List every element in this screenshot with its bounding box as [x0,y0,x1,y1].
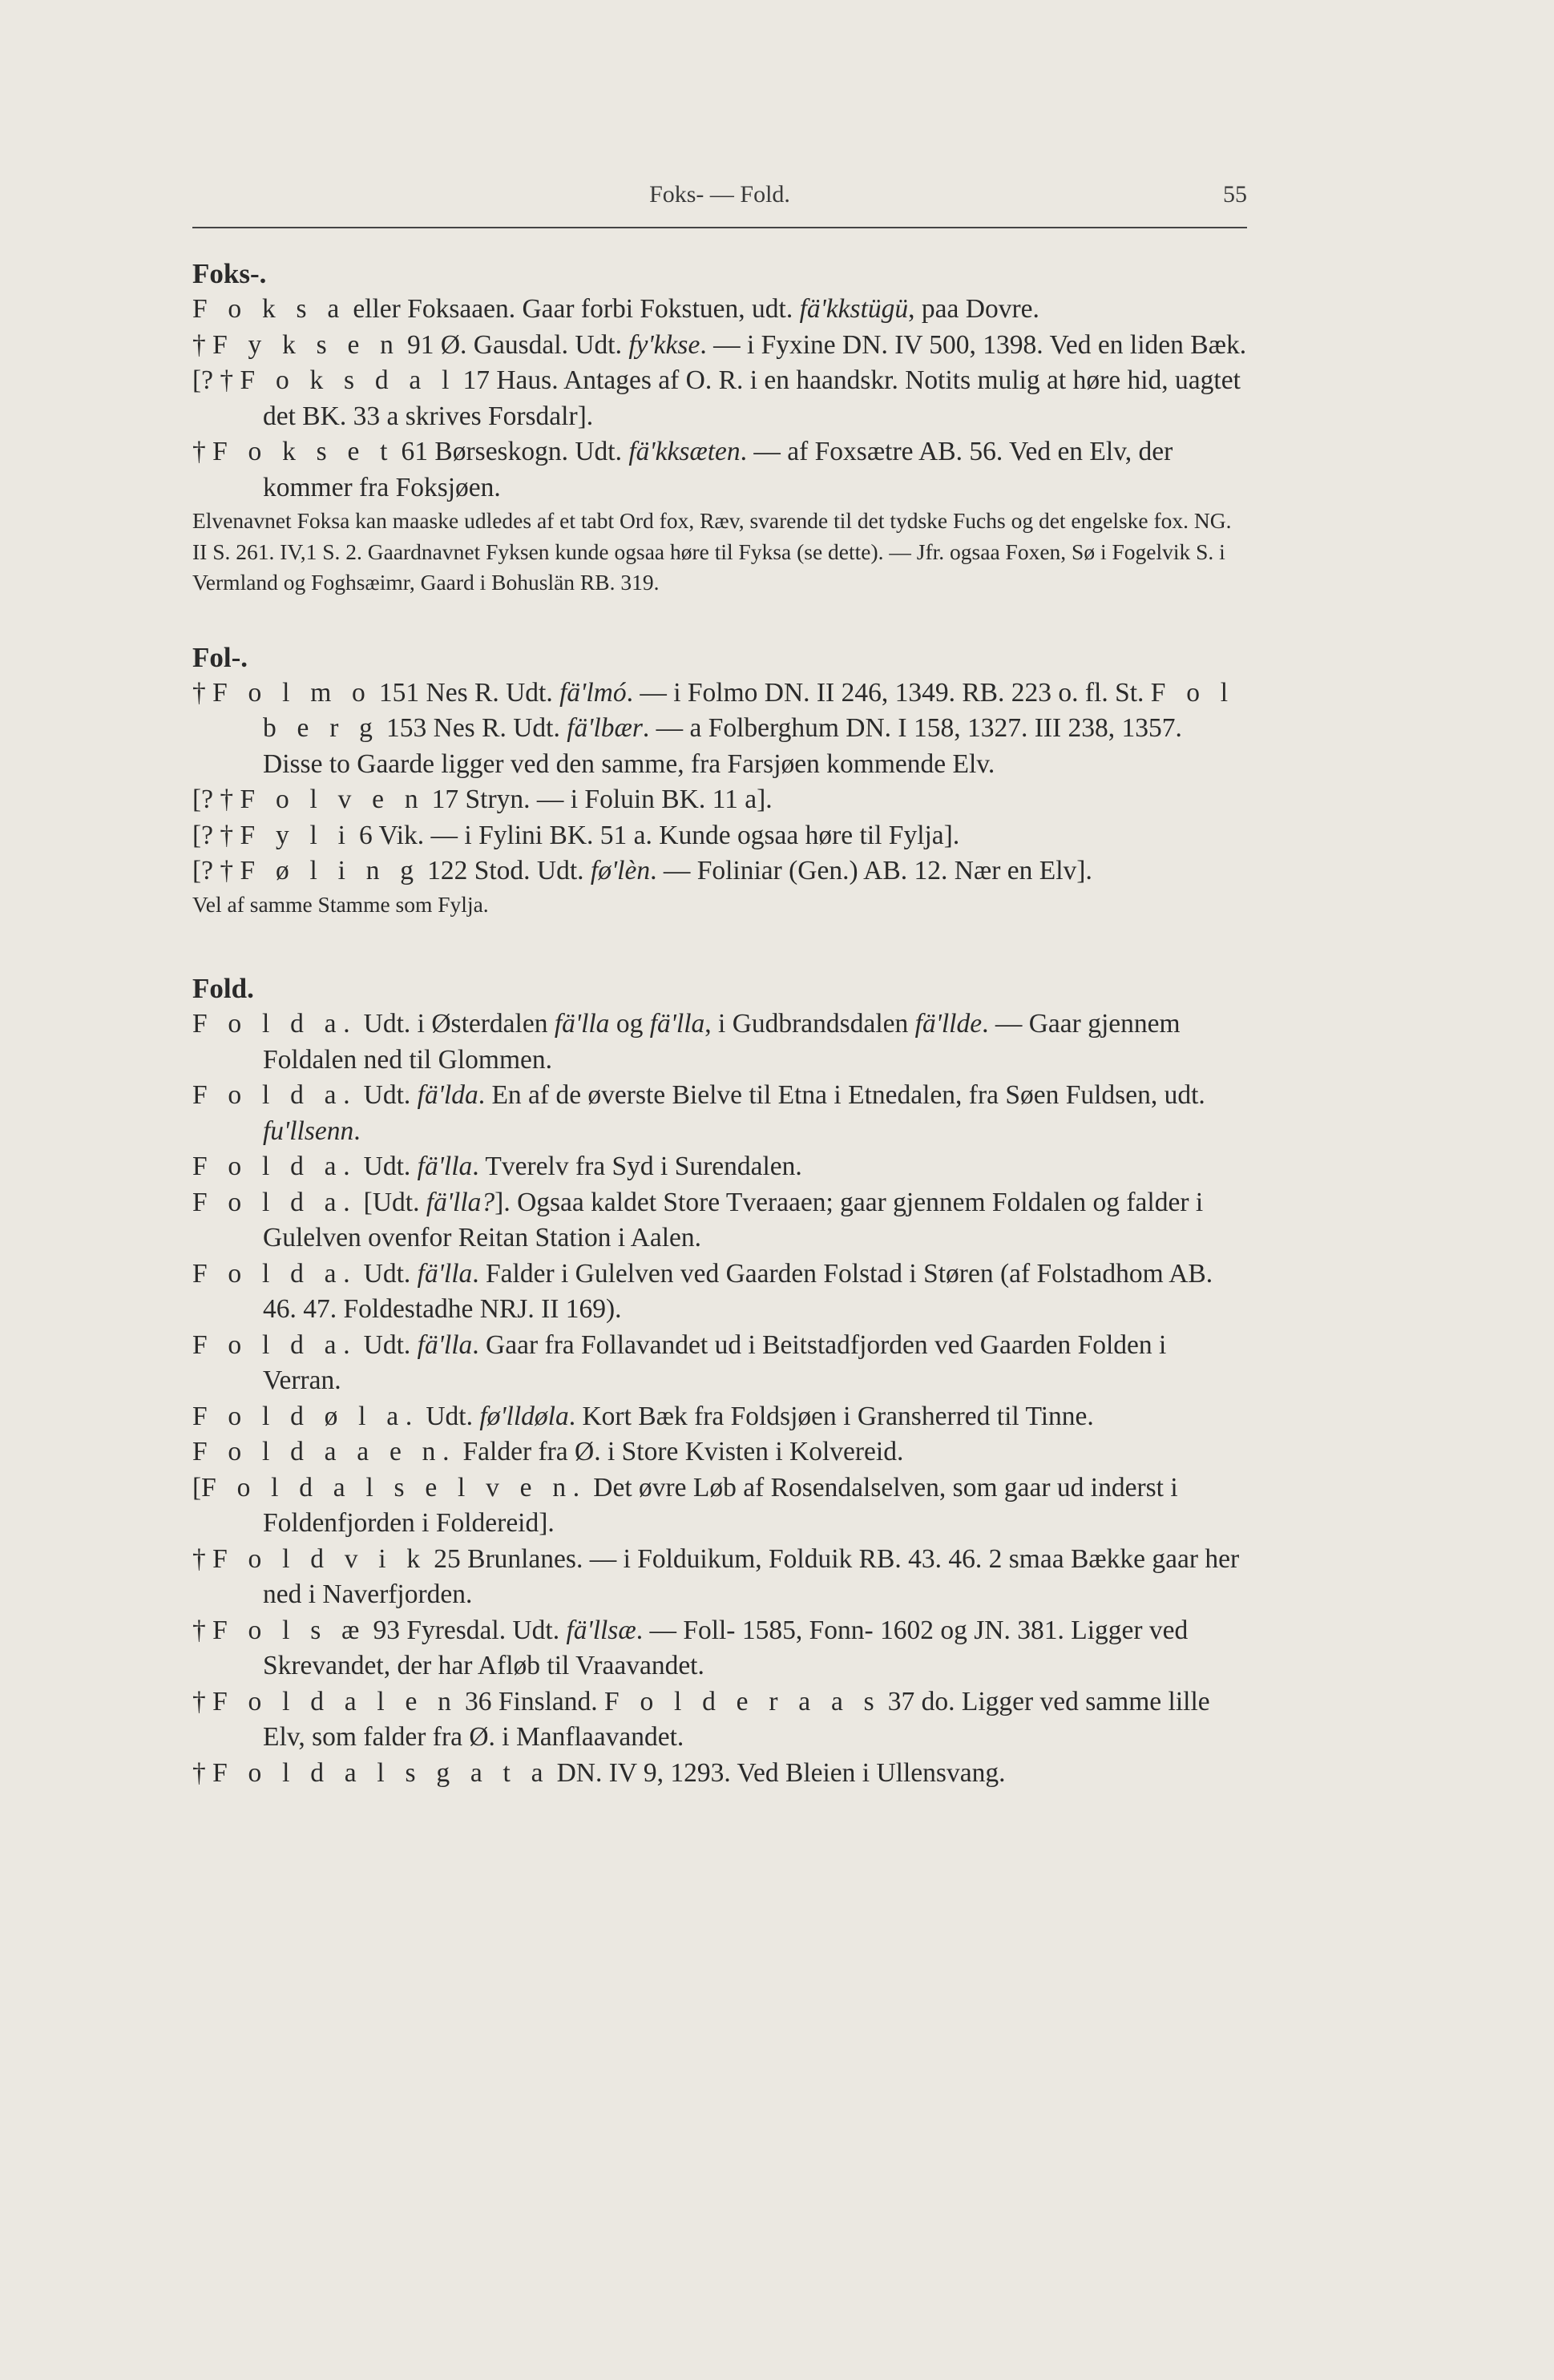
entry-text: 61 Børseskogn. Udt. [394,437,629,466]
entry-text: 122 Stod. Udt. [420,856,591,885]
entry [192,1149,1247,1185]
section [192,256,1247,599]
entry [192,1078,1247,1149]
entry-text: . — af Foxsætre AB. 56. Ved en Elv, der kommer fra Foksjøen. [263,437,1173,502]
headword: F o l d a l s e l v e n. [201,1472,587,1503]
entry-text: . — Gaar gjennem Foldalen ned til Glommen. [263,1009,1181,1075]
headword: F o l d a l s g a t a [212,1757,551,1788]
entry [192,434,1247,506]
section [192,971,1247,1791]
entry [192,1470,1247,1542]
entry-text: [Udt. [357,1187,426,1217]
entry-text: [? † [192,856,240,885]
entry-text: Udt. [357,1329,418,1360]
pronunciation: fä'lla [417,1152,473,1181]
section-heading: Fol-. [192,641,248,673]
pronunciation: fä'lbær [567,713,643,743]
section-heading: Fold. [192,973,254,1004]
entry [192,676,1247,783]
entry-text: Udt. i Østerdalen [357,1009,555,1039]
entry-text: ]. Ogsaa kaldet Store Tveraaen; gaar gjennem Foldalen og falder i Gulelven ovenfor Reitan Station i Aalen. [263,1187,1204,1253]
pronunciation: fä'kksæten [628,437,741,466]
headword: F o k s d a l [240,365,457,395]
entry [192,328,1247,364]
header-rule [192,227,1247,228]
entry-text: 17 Stryn. — i Foluin BK. 11 a]. [425,785,773,814]
headword: F o l d a. [192,1258,357,1289]
entry-text: 25 Brunlanes. — i Folduikum, Folduik RB. 43. 46. 2 smaa Bække gaar her ned i Naverfjorden. [263,1543,1240,1609]
entry-text: [? † [192,820,240,850]
entry-text: . Kort Bæk fra Foldsjøen i Gransherred til Tinne. [568,1401,1094,1431]
entry-text: † [192,1543,213,1574]
page-number: 55 [1223,181,1247,208]
headword: F o k s a [192,294,346,324]
headword: F o l d a. [192,1187,357,1217]
headword: F o l d a. [192,1080,357,1110]
entry-text: 37 do. Ligger ved samme lille Elv, som falder fra Ø. i Manflaavandet. [263,1686,1210,1752]
pronunciation: fä'llsæ [566,1615,636,1645]
entry-text: . — Foliniar (Gen.) AB. 12. Nær en Elv]. [650,856,1092,885]
entry [192,782,1247,818]
pronunciation: fy'kkse [628,329,700,360]
headword: F o l d a. [192,1329,357,1360]
entry-text: [? † [192,785,240,814]
entry-text: 91 Ø. Gausdal. Udt. [400,329,629,360]
entry-text: Udt. [357,1258,418,1289]
entry-text: . — i Fyxine DN. IV 500, 1398. Ved en liden Bæk. [700,329,1247,360]
headword: F o l s æ [212,1615,367,1645]
entry [192,1185,1247,1257]
entry [192,1399,1247,1435]
entry [192,818,1247,854]
headword: F o l d a. [192,1152,357,1181]
entry-text: 153 Nes R. Udt. [379,713,567,743]
section-note: Vel af samme Stamme som Fylja. [192,891,489,917]
pronunciation: fä'lla [417,1329,473,1360]
section [192,640,1247,921]
headword: F ø l i n g [240,856,421,885]
entry-text: . Falder i Gulelven ved Gaarden Folstad i Støren (af Folstadhom AB. 46. 47. Foldestadhe NRJ. II 169). [263,1258,1213,1324]
entry-text: , i Gudbrandsdalen [704,1009,915,1039]
headword: F o l d a a e n. [192,1437,457,1466]
entry-text: 151 Nes R. Udt. [372,677,560,708]
headword: F o l d v i k [212,1543,427,1574]
entry [192,292,1247,328]
pronunciation: fä'lla [649,1009,705,1039]
entry-text: † [192,677,213,708]
headword: F o l d a l e n [212,1686,458,1716]
entry-text: † [192,1615,213,1645]
entry-text: [ [192,1472,202,1503]
entry-text: † [192,329,213,360]
pronunciation: fu'llsenn [263,1115,354,1146]
entry-text: , paa Dovre. [908,294,1039,324]
section-gap [192,599,1247,640]
section-heading: Foks-. [192,258,267,289]
entry-text: . — a Folberghum DN. I 158, 1327. III 238, 1357. Disse to Gaarde ligger ved den samme, fra Farsjøen kommende Elv. [263,713,1182,779]
headword: F o l d e r a a s [604,1686,882,1716]
entry-text: . [353,1115,361,1146]
entry [192,1756,1247,1792]
entry [192,1328,1247,1399]
pronunciation: fä'lda [417,1080,478,1110]
entry-text: og [609,1009,650,1039]
pronunciation: fä'llde [914,1009,983,1039]
headword: F o l d ø l a. [192,1401,419,1431]
pronunciation: fä'lla [554,1009,610,1039]
headword: F y k s e n [212,329,401,360]
entry-text: eller Foksaaen. Gaar forbi Fokstuen, udt. [345,294,800,324]
entry [192,1006,1247,1078]
entry [192,1684,1247,1756]
pronunciation: fä'kkstügü [799,294,909,324]
entry [192,1434,1247,1470]
headword: F o l b e r g [263,677,1235,743]
entry-text: 6 Vik. — i Fylini BK. 51 a. Kunde ogsaa høre til Fylja]. [352,820,960,850]
headword: F o l v e n [240,785,426,814]
pronunciation: fä'lla? [426,1187,495,1217]
entry-text: [? † [192,365,240,395]
entry-text: Udt. [357,1152,418,1181]
section-gap [192,920,1247,971]
entry-text: † [192,1686,213,1716]
entry-text: 93 Fyresdal. Udt. [366,1615,567,1645]
entry-text: . En af de øverste Bielve til Etna i Etnedalen, fra Søen Fuldsen, udt. [478,1080,1205,1110]
entry-text: † [192,437,213,466]
entry [192,363,1247,434]
entry-text: Udt. [357,1080,418,1110]
entry [192,1542,1247,1613]
entry-text: . Gaar fra Follavandet ud i Beitstadfjorden ved Gaarden Folden i Verran. [263,1329,1167,1395]
entry [192,1257,1247,1328]
section-note: Elvenavnet Foksa kan maaske udledes af et tabt Ord fox, Ræv, svarende til det tydske Fuchs og det engelske fox. NG. II S. 261. IV,1 S. 2. Gaardnavnet Fyksen kunde ogsaa høre til Fyksa (se dette). — Jfr. ogsaa Foxen, Sø i Fogelvik S. i Vermland og Foghsæimr, Gaard i Bohuslän RB. 319. [192,508,1232,595]
headword: F y l i [240,820,353,850]
entry-text: Udt. [418,1401,480,1431]
pronunciation: fä'lmó [559,677,627,708]
entry-text: . — i Folmo DN. II 246, 1349. RB. 223 o. fl. St. [626,677,1151,708]
entry-text: . Tverelv fra Syd i Surendalen. [472,1152,802,1181]
entry [192,1613,1247,1684]
entry-text: Det øvre Løb af Rosendalselven, som gaar ud inderst i Foldenfjorden i Foldereid]. [263,1472,1178,1538]
entry-text: 36 Finsland. [458,1686,605,1716]
entry-text: DN. IV 9, 1293. Ved Bleien i Ullensvang. [550,1757,1006,1788]
entry-text: . — Foll- 1585, Fonn- 1602 og JN. 381. Ligger ved Skrevandet, der har Afløb til Vraavandet. [263,1615,1189,1680]
headword: F o l m o [212,677,373,708]
pronunciation: fø'lldøla [479,1401,569,1431]
headword: F o l d a. [192,1009,357,1039]
entry-text: 17 Haus. Antages af O. R. i en haandskr. Notits mulig at høre hid, uagtet det BK. 33 a skrives Forsdalr]. [263,365,1241,431]
headword: F o k s e t [212,437,395,466]
pronunciation: fä'lla [417,1258,473,1289]
running-header [192,181,1247,221]
dictionary-body [192,256,1247,1791]
running-title: Foks- — Fold. [649,181,790,208]
entry-text: † [192,1757,213,1788]
entry [192,853,1247,889]
entry-text: Falder fra Ø. i Store Kvisten i Kolvereid. [456,1437,904,1466]
pronunciation: fø'lèn [590,856,651,885]
